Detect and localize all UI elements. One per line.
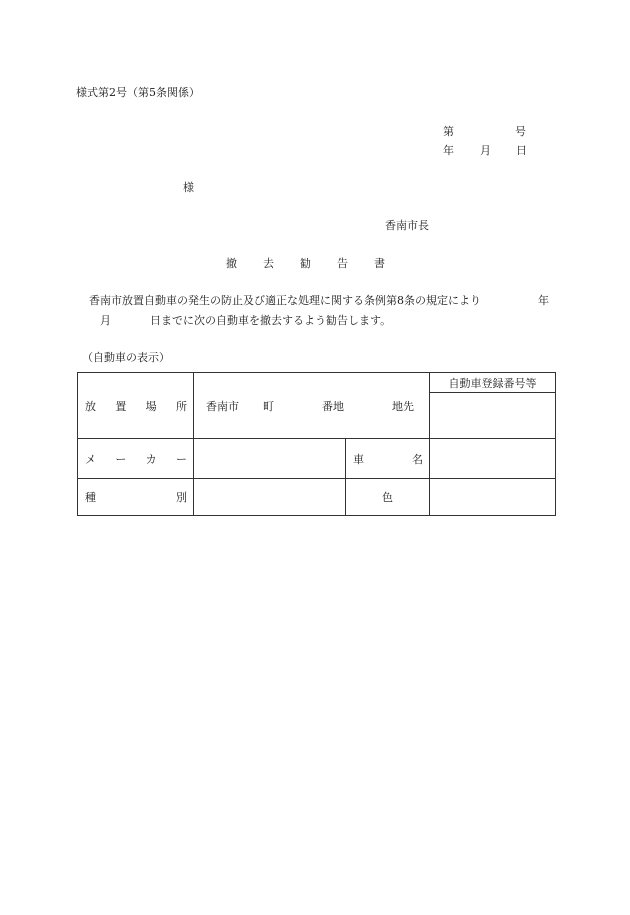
location-label-char: 所 [175, 399, 187, 413]
color-value-cell [430, 479, 556, 516]
car-name-label-char: 車 [353, 452, 364, 466]
body-text-line2: 日までに次の自動車を撤去するよう勧告します。 [150, 314, 392, 327]
body-month-label: 月 [100, 314, 111, 327]
maker-label-char: ー [175, 452, 187, 466]
date-month-label: 月 [480, 144, 491, 157]
location-label-char: 場 [145, 399, 157, 413]
date-year-label: 年 [443, 144, 454, 157]
maker-label-char: ー [115, 452, 127, 466]
location-banchi: 番地 [322, 399, 344, 413]
reg-number-header: 自動車登録番号等 [430, 373, 556, 393]
title-char: 告 [337, 257, 348, 270]
form-label: 様式第2号（第5条関係） [76, 86, 200, 99]
issuer-name: 香南市長 [385, 219, 429, 232]
vehicle-section-heading: （自動車の表示） [82, 351, 170, 364]
body-year-label: 年 [538, 294, 549, 307]
type-label-cell [78, 479, 194, 516]
type-label-char: 別 [176, 491, 187, 504]
maker-label-char: メ [85, 452, 96, 466]
date-day-label: 日 [516, 144, 527, 157]
doc-number-suffix: 号 [515, 125, 526, 138]
color-label-cell: 色 [346, 479, 430, 516]
location-town: 町 [263, 399, 274, 413]
location-label-cell [78, 373, 194, 439]
title-char: 書 [374, 257, 385, 270]
type-label-char: 種 [85, 491, 96, 504]
maker-value-cell [194, 439, 346, 479]
location-chisaki: 地先 [392, 399, 414, 413]
doc-number-prefix: 第 [443, 125, 454, 138]
location-value-cell [194, 373, 430, 439]
maker-label-char: カ [145, 452, 157, 466]
document-title [226, 255, 385, 271]
location-label-char: 置 [115, 399, 127, 413]
location-city: 香南市 [206, 399, 239, 413]
car-name-label-char: 名 [412, 452, 423, 466]
car-name-label-cell [346, 439, 430, 479]
type-value-cell [194, 479, 346, 516]
car-name-value-cell [430, 439, 556, 479]
title-char: 去 [263, 257, 274, 270]
title-char: 勧 [300, 257, 311, 270]
reg-number-value-cell [430, 393, 556, 439]
recipient-honorific: 様 [183, 181, 194, 194]
location-label-char: 放 [85, 399, 96, 413]
body-text-line1: 香南市放置自動車の発生の防止及び適正な処理に関する条例第8条の規定により [89, 294, 481, 307]
vehicle-table [77, 372, 556, 516]
title-char: 撤 [226, 257, 237, 270]
maker-label-cell [78, 439, 194, 479]
